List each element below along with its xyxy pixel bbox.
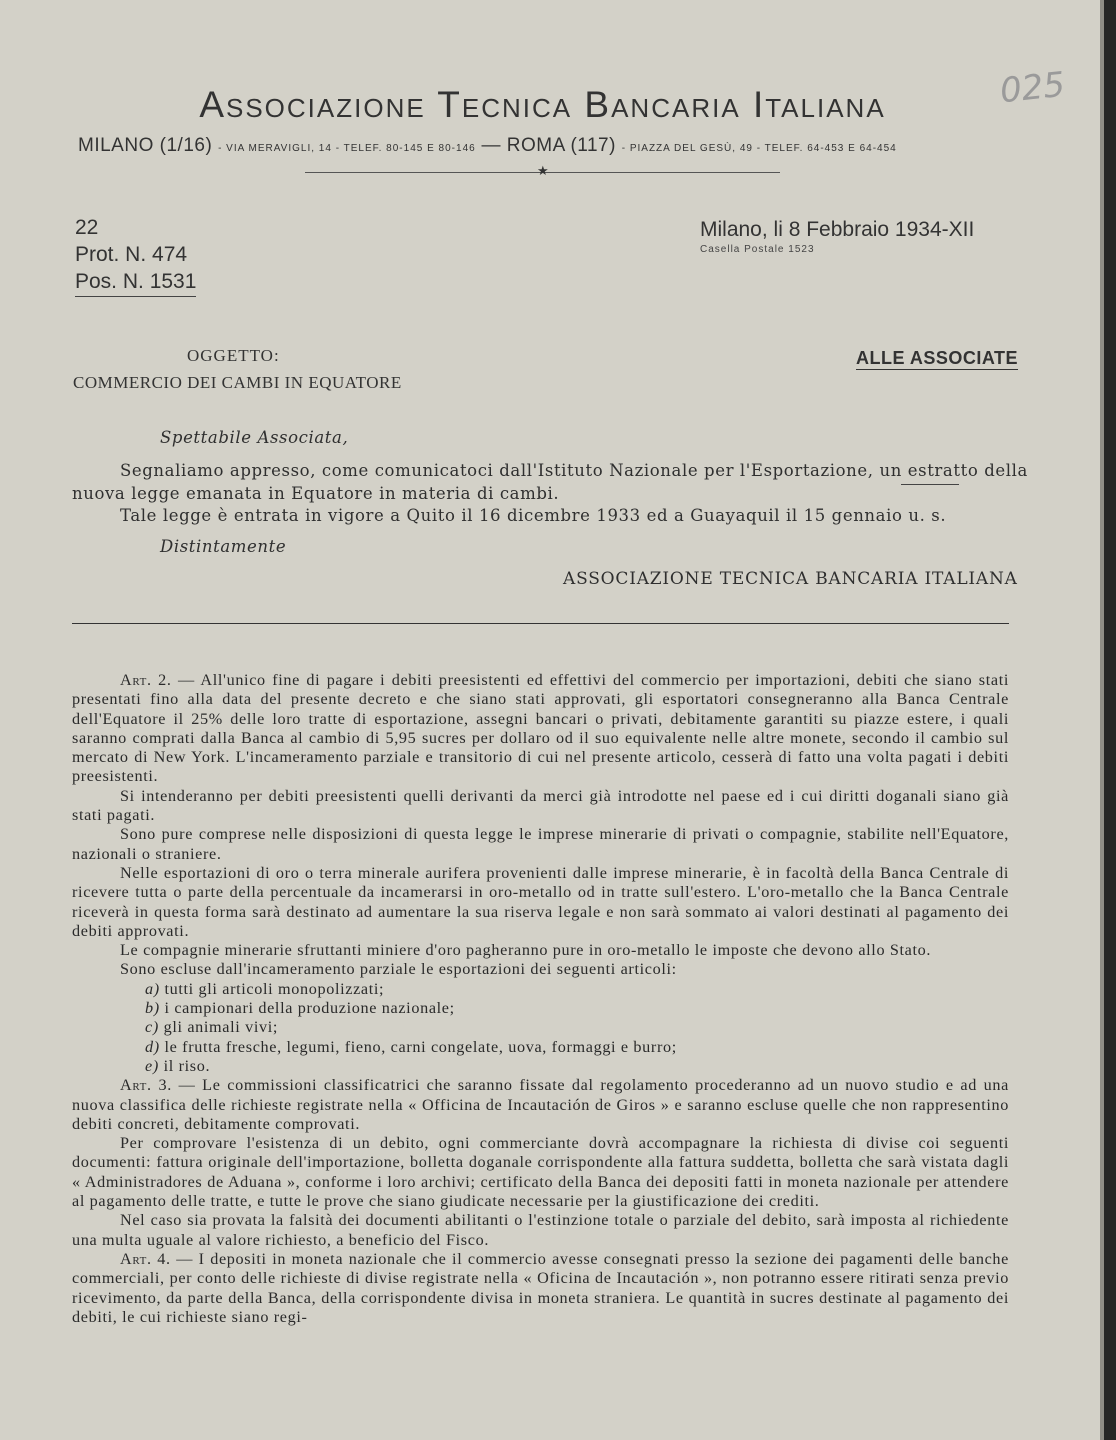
list-item: d) le frutta fresche, legumi, fieno, carni congelate, uova, formaggi e burro; bbox=[145, 1037, 677, 1056]
city-milano-code: (1/16) bbox=[159, 135, 213, 156]
subject-label: OGGETTO: bbox=[187, 346, 280, 365]
article-2 bbox=[72, 671, 1009, 787]
city-milano: MILANO bbox=[78, 135, 154, 156]
letter-para1-line1: Segnaliamo appresso, come comunicatoci dall'Istituto Nazionale per l'Esportazione, un estratto della bbox=[120, 461, 1028, 480]
city-roma: ROMA bbox=[506, 135, 565, 156]
dateline: Milano, li 8 Febbraio 1934-XII bbox=[700, 218, 975, 241]
article-3-label: Art. 3. bbox=[120, 1076, 172, 1095]
paragraph: Si intenderanno per debiti preesistenti quelli derivanti da merci già introdotte nel paese ed i cui diritti doganali siano già stati pagati. bbox=[72, 786, 1009, 825]
letterhead-title: Associazione Tecnica Bancaria Italiana bbox=[199, 84, 886, 125]
signature: ASSOCIAZIONE TECNICA BANCARIA ITALIANA bbox=[563, 569, 1018, 589]
salutation: Spettabile Associata, bbox=[160, 428, 349, 447]
article-3-text: — Le commissioni classificatrici che saranno fissate dal regolamento procederanno ad un nuovo studio e ad una nuova classifica delle richieste registrate nella « Officina de Incautación de Giros » e saranno escluse quelle che non rappresentino debiti concreti, debitamente comprovati. bbox=[72, 1076, 1009, 1133]
paragraph: Per comprovare l'esistenza di un debito, ogni commerciante dovrà accompagnare la richiesta di divise coi seguenti documenti: fattura originale dell'importazione, bolletta doganale corrispondente alla fattura suddetta, bolletta che sarà vistata dagli « Administradores de Aduana », conforme i loro archivi; certificato della Banca dei depositi fatti in moneta nazionale per attendere al pagamento delle tratte, e tutte le prove che siano giudicate necessarie per la giustificazione dei crediti. bbox=[72, 1134, 1009, 1211]
estratto-underline bbox=[901, 484, 959, 485]
paragraph: Sono pure comprese nelle disposizioni di questa legge le imprese minerarie di privati o compagnie, stabilite nell'Equatore, nazionali o straniere. bbox=[72, 825, 1009, 863]
roma-address: PIAZZA DEL GESÙ, 49 - TELEF. 64-453 E 64-454 bbox=[629, 143, 897, 154]
handwritten-page-number: 025 bbox=[998, 64, 1067, 112]
paragraph: Nel caso sia provata la falsità dei documenti abilitanti o l'estinzione totale o parziale del debito, sarà imposta al richiedente una multa uguale al valore richiesto, a beneficio del Fisco. bbox=[72, 1211, 1009, 1249]
article-2-label: Art. 2. bbox=[120, 671, 172, 689]
section-divider bbox=[72, 623, 1009, 624]
star-ornament: ★ bbox=[537, 164, 549, 179]
protocol-number: Prot. N. 474 bbox=[75, 243, 188, 266]
article-4 bbox=[72, 1250, 1009, 1327]
postal-box: Casella Postale 1523 bbox=[700, 244, 815, 255]
paragraph: Nelle esportazioni di oro o terra minerale aurifera provenienti dalle imprese minerarie, è in facoltà della Banca Centrale di ricevere tutta o parte della percentuale da incamerarsi in oro-metallo od in tratte sull'estero. L'oro-metallo che la Banca Centrale riceverà in questa forma sarà destinato ad aumentare la sua riserva legale e non sarà sommato ai valori destinati al pagamento dei debiti approvati. bbox=[72, 863, 1009, 940]
list-item: a) tutti gli articoli monopolizzati; bbox=[145, 979, 385, 998]
letter-para1-line2: nuova legge emanata in Equatore in materia di cambi. bbox=[72, 484, 560, 503]
letter-para2: Tale legge è entrata in vigore a Quito il 16 dicembre 1933 ed a Guayaquil il 15 gennaio u. s. bbox=[120, 506, 947, 525]
addressee: ALLE ASSOCIATE bbox=[856, 348, 1019, 368]
subject-text: COMMERCIO DEI CAMBI IN EQUATORE bbox=[73, 373, 402, 392]
milano-address: VIA MERAVIGLI, 14 - TELEF. 80-145 E 80-146 bbox=[226, 143, 476, 154]
ref-number: 22 bbox=[75, 216, 99, 239]
page-binding-edge bbox=[1104, 0, 1116, 1440]
article-3 bbox=[72, 1076, 1009, 1134]
paragraph: Le compagnie minerarie sfruttanti miniere d'oro pagheranno pure in oro-metallo le imposte che devono allo Stato. bbox=[120, 941, 932, 960]
article-4-text: — I depositi in moneta nazionale che il commercio avesse consegnati presso la sezione dei pagamenti delle banche commerciali, per conto delle richieste di divise registrate nella « Oficina de Incautación », non potranno essere ritirati senza previo ricevimento, da parte della Banca, della corrispondente divisa in moneta straniera. Le quantità in sucres destinate al pagamento dei debiti, le cui richieste siano regi- bbox=[72, 1249, 1009, 1326]
address-separator: — bbox=[481, 135, 501, 156]
list-item: b) i campionari della produzione nazionale; bbox=[145, 999, 455, 1018]
paragraph: Sono escluse dall'incameramento parziale le esportazioni dei seguenti articoli: bbox=[120, 960, 677, 979]
list-item: e) il riso. bbox=[145, 1056, 211, 1075]
law-extract bbox=[72, 671, 1009, 1327]
letterhead-address: MILANO (1/16) - VIA MERAVIGLI, 14 - TELEF. 80-145 E 80-146 — ROMA (117) - PIAZZA DEL GESÙ, 49 - TELEF. 64-453 E 64-454 bbox=[78, 135, 897, 156]
closing: Distintamente bbox=[160, 537, 287, 556]
list-item: c) gli animali vivi; bbox=[145, 1018, 279, 1037]
city-roma-code: (117) bbox=[570, 135, 616, 156]
article-2-text: — All'unico fine di pagare i debiti preesistenti ed effettivi del commercio per importazioni, debiti che siano stati presentati fino alla data del presente decreto e che siano stati approvati, gli esportatori consegneranno alla Banca Centrale dell'Equatore il 25% delle loro tratte di esportazione, assegni bancari o privati, debitamente garantiti su piazze estere, i quali saranno comprati dalla Banca al cambio di 5,95 sucres per dollaro od il suo equivalente nelle altre monete, secondo il cambio sul mercato di New York. L'incameramento parziale e transitorio di cui nel presente articolo, cesserà di fatto una volta pagati i debiti preesistenti. bbox=[72, 671, 1009, 786]
position-number: Pos. N. 1531 bbox=[75, 270, 196, 297]
article-4-label: Art. 4. bbox=[120, 1249, 171, 1268]
